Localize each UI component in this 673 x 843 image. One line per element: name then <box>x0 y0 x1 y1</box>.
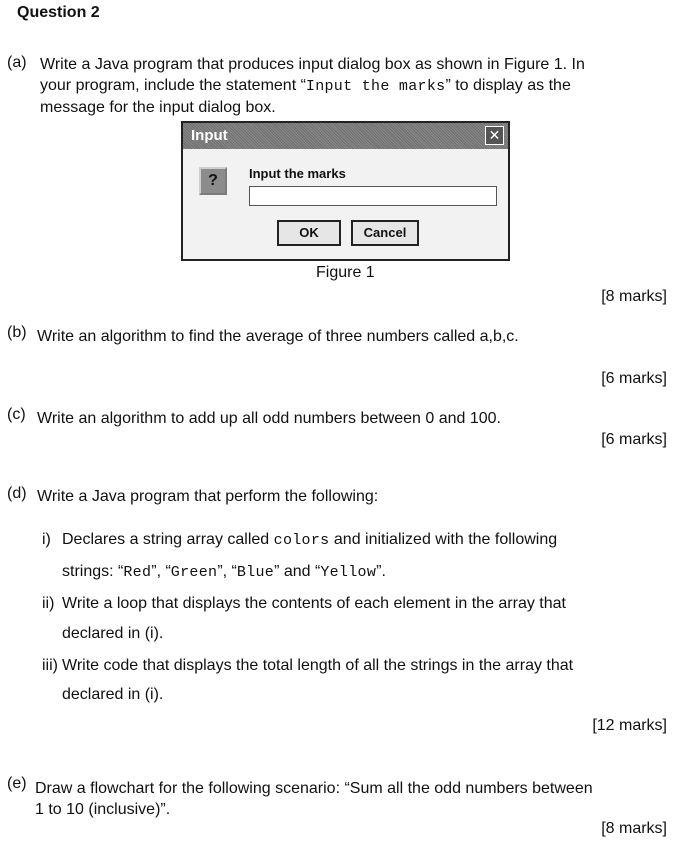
part-d-ii-line2: declared in (i). <box>62 625 164 642</box>
strings-text-c: ”, “ <box>217 563 237 580</box>
question-heading: Question 2 <box>17 4 100 21</box>
part-d-i-label: i) <box>42 531 51 548</box>
strings-text-b: ”, “ <box>151 563 171 580</box>
part-e-label: (e) <box>7 775 27 792</box>
dialog-message: Input the marks <box>249 166 346 181</box>
figure-caption: Figure 1 <box>316 264 375 281</box>
part-c-marks: [6 marks] <box>601 431 667 448</box>
yellow-code: Yellow <box>320 564 377 581</box>
part-b-label: (b) <box>7 324 27 341</box>
part-c-text: Write an algorithm to add up all odd numbers between 0 and 100. <box>37 410 501 427</box>
strings-text-a: strings: “ <box>62 563 124 580</box>
part-d-marks: [12 marks] <box>592 717 667 734</box>
part-e-text <box>35 778 593 820</box>
part-a-line2-pre: your program, include the statement “ <box>40 77 306 94</box>
part-a-line2 <box>40 75 665 97</box>
ok-button[interactable]: OK <box>277 220 341 246</box>
dialog-title: Input <box>191 127 228 144</box>
strings-text-d: ” and “ <box>274 563 321 580</box>
part-d-label: (d) <box>7 485 27 502</box>
part-d-iii-line2: declared in (i). <box>62 686 164 703</box>
part-d-ii-label: ii) <box>42 595 55 612</box>
dialog-titlebar <box>183 123 508 149</box>
part-a-label: (a) <box>7 54 27 71</box>
part-e-line2: 1 to 10 (inclusive)”. <box>35 801 171 818</box>
part-a-text <box>40 54 665 118</box>
part-e-line1: Draw a flowchart for the following scenario: “Sum all the odd numbers between <box>35 780 593 797</box>
part-d-i-line2 <box>62 561 386 583</box>
part-d-i-line1-post: and initialized with the following <box>329 531 558 548</box>
part-a-line2-post: ” to display as the <box>445 77 571 94</box>
part-d-i-line1 <box>62 529 668 551</box>
marks-input[interactable] <box>249 186 497 206</box>
input-dialog-figure <box>181 121 510 261</box>
part-b-text: Write an algorithm to find the average of three numbers called a,b,c. <box>37 328 519 345</box>
part-a-line1: Write a Java program that produces input dialog box as shown in Figure 1. In <box>40 56 585 73</box>
question-icon: ? <box>199 167 227 195</box>
part-d-iii-line1: Write code that displays the total length of all the strings in the array that <box>62 657 574 674</box>
cancel-button[interactable]: Cancel <box>351 220 419 246</box>
close-icon[interactable]: ✕ <box>485 126 504 145</box>
part-d-i-line1-pre: Declares a string array called <box>62 531 274 548</box>
strings-text-e: ”. <box>376 563 386 580</box>
colors-code: colors <box>273 532 330 549</box>
blue-code: Blue <box>236 564 275 581</box>
part-d-ii-line1: Write a loop that displays the contents of each element in the array that <box>62 595 566 612</box>
part-a-code: Input the marks <box>305 78 446 95</box>
part-a-line3: message for the input dialog box. <box>40 99 276 116</box>
green-code: Green <box>170 564 218 581</box>
part-e-marks: [8 marks] <box>601 820 667 837</box>
red-code: Red <box>123 564 152 581</box>
part-b-marks: [6 marks] <box>601 370 667 387</box>
part-c-label: (c) <box>7 406 26 423</box>
part-a-marks: [8 marks] <box>601 288 667 305</box>
part-d-text: Write a Java program that perform the following: <box>37 488 379 505</box>
part-d-iii-label: iii) <box>42 657 58 674</box>
